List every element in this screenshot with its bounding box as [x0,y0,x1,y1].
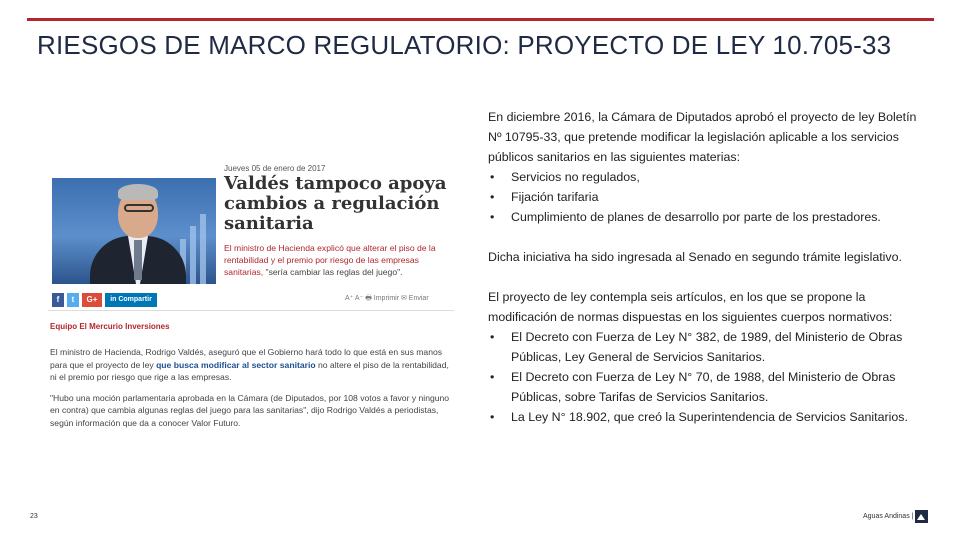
facebook-share-icon[interactable]: f [52,293,64,307]
list-item: • Servicios no regulados, [488,167,928,187]
articles-paragraph: El proyecto de ley contempla seis artículos, en los que se propone la modificación de normas dispuestas en los siguientes cuerpos normativos: [488,290,893,324]
article-lead [224,242,456,278]
senate-paragraph: Dicha iniciativa ha sido ingresada al Senado en segundo trámite legislativo. [488,250,902,264]
article-paragraph-2: "Hubo una moción parlamentaria aprobada en la Cámara (de Diputados, por 108 votos a favor y ninguno en contra) que cambia algunas reglas del juego para las sanitarias", dijo Rodrigo Valdés a periodistas, según información que da a conocer Valor Futuro. [50,392,450,428]
minister-photo [52,178,216,284]
list-item: • Fijación tarifaria [488,187,928,207]
hair-shape [118,184,158,200]
article-highlight: que busca modificar al sector sanitario [156,359,316,370]
article-paragraph-1: El ministro de Hacienda, Rodrigo Valdés, aseguró que el Gobierno hará todo lo que está en sus manos para que el proyecto de ley que busca modificar al sector sanitario no altere el piso de la rentabilidad, ni el premio por riesgo que rige a las empresas. [50,347,449,382]
article-headline: Valdés tampoco apoya cambios a regulación sanitaria [224,173,447,234]
share-bar [52,293,157,307]
article-lead-quote: "sería cambiar las reglas del juego". [263,267,403,277]
glasses-shape [124,204,154,212]
news-article-screenshot [40,160,460,470]
list-item: • El Decreto con Fuerza de Ley N° 382, de 1989, del Ministerio de Obras Públicas, Ley General de Servicios Sanitarios. [488,327,928,367]
aguas-andinas-logo-icon [915,510,928,523]
article-date: Jueves 05 de enero de 2017 [224,164,326,173]
footer-brand: Aguas Andinas | [863,513,914,520]
list-item: • La Ley N° 18.902, que creó la Superintendencia de Servicios Sanitarios. [488,407,928,427]
tie-shape [134,240,142,280]
linkedin-share-button[interactable]: in Compartir [105,293,157,307]
article-author: Equipo El Mercurio Inversiones [50,322,170,331]
normas-list [488,327,928,427]
top-rule [27,18,934,21]
intro-paragraph: En diciembre 2016, la Cámara de Diputados aprobó el proyecto de ley Boletín Nº 10795-33, que pretende modificar la legislación aplicable a los servicios públicos sanitarios en las siguientes materias: [488,110,917,164]
slide-title: RIESGOS DE MARCO REGULATORIO: PROYECTO DE LEY 10.705-33 [37,30,892,60]
article-tools[interactable]: A⁺ A⁻ 🖶 Imprimir ✉ Enviar [345,295,429,302]
list-item: • Cumplimiento de planes de desarrollo por parte de los prestadores. [488,207,928,227]
page-number: 23 [30,513,38,520]
slide-body [488,107,928,427]
article-body [50,346,454,437]
twitter-share-icon[interactable]: t [67,293,79,307]
materias-list [488,167,928,227]
list-item: • El Decreto con Fuerza de Ley N° 70, de 1988, del Ministerio de Obras Públicas, sobre Tarifas de Servicios Sanitarios. [488,367,928,407]
google-plus-share-icon[interactable]: G+ [82,293,102,307]
article-divider [48,310,454,311]
article-lead-red: El ministro de Hacienda explicó que alterar el piso de la rentabilidad y el premio por riesgo de las empresas sanitarias, [224,243,436,277]
